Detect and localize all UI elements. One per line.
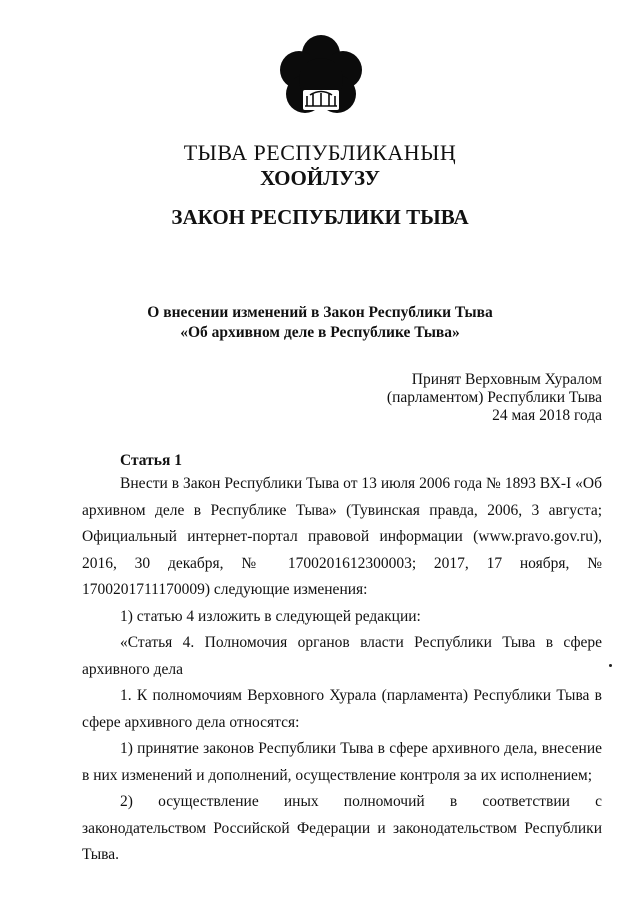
scan-speck (609, 664, 612, 667)
header-line-1: ТЫВА РЕСПУБЛИКАНЫҢ (183, 140, 457, 165)
law-subject-line-2: «Об архивном деле в Республике Тыва» (180, 324, 460, 341)
header-line-2: ХООЙЛУЗУ (260, 166, 380, 190)
paragraph: Внести в Закон Республики Тыва от 13 июля 2006 года № 1893 ВХ-I «Об архивном деле в Республике Тыва» (Тувинская правда, 2006, 3 августа; Официальный интернет-портал правовой информации (www.pravo.gov.ru), 2016, 30 декабря, № 1700201612300003; 2017, 17 ноября, № 1700201711170009) следующие изменения: (82, 475, 602, 598)
paragraph: 2) осуществление иных полномочий в соответствии с законодательством Российской Федерации и законодательством Республики Тыва. (82, 793, 602, 863)
article-body (82, 471, 602, 869)
paragraph: «Статья 4. Полномочия органов власти Республики Тыва в сфере архивного дела (82, 634, 602, 678)
adoption-date: 24 мая 2018 года (492, 407, 602, 424)
adoption-line-2: (парламентом) Республики Тыва (386, 389, 602, 406)
paragraph: 1) статью 4 изложить в следующей редакции: (120, 607, 421, 625)
law-subject-line-1: О внесении изменений в Закон Республики Тыва (147, 304, 493, 321)
adoption-note (387, 371, 602, 425)
adoption-line-1: Принят Верховным Хуралом (411, 371, 602, 388)
article-title: Статья 1 (120, 452, 182, 469)
law-title: ЗАКОН РЕСПУБЛИКИ ТЫВА (171, 205, 469, 229)
paragraph: 1. К полномочиям Верховного Хурала (парламента) Республики Тыва в сфере архивного дела относятся: (82, 687, 602, 731)
paragraph: 1) принятие законов Республики Тыва в сфере архивного дела, внесение в них изменений и дополнений, осуществление контроля за их исполнением; (82, 740, 602, 784)
law-subject (0, 303, 640, 343)
tuva-emblem-icon (277, 32, 365, 120)
